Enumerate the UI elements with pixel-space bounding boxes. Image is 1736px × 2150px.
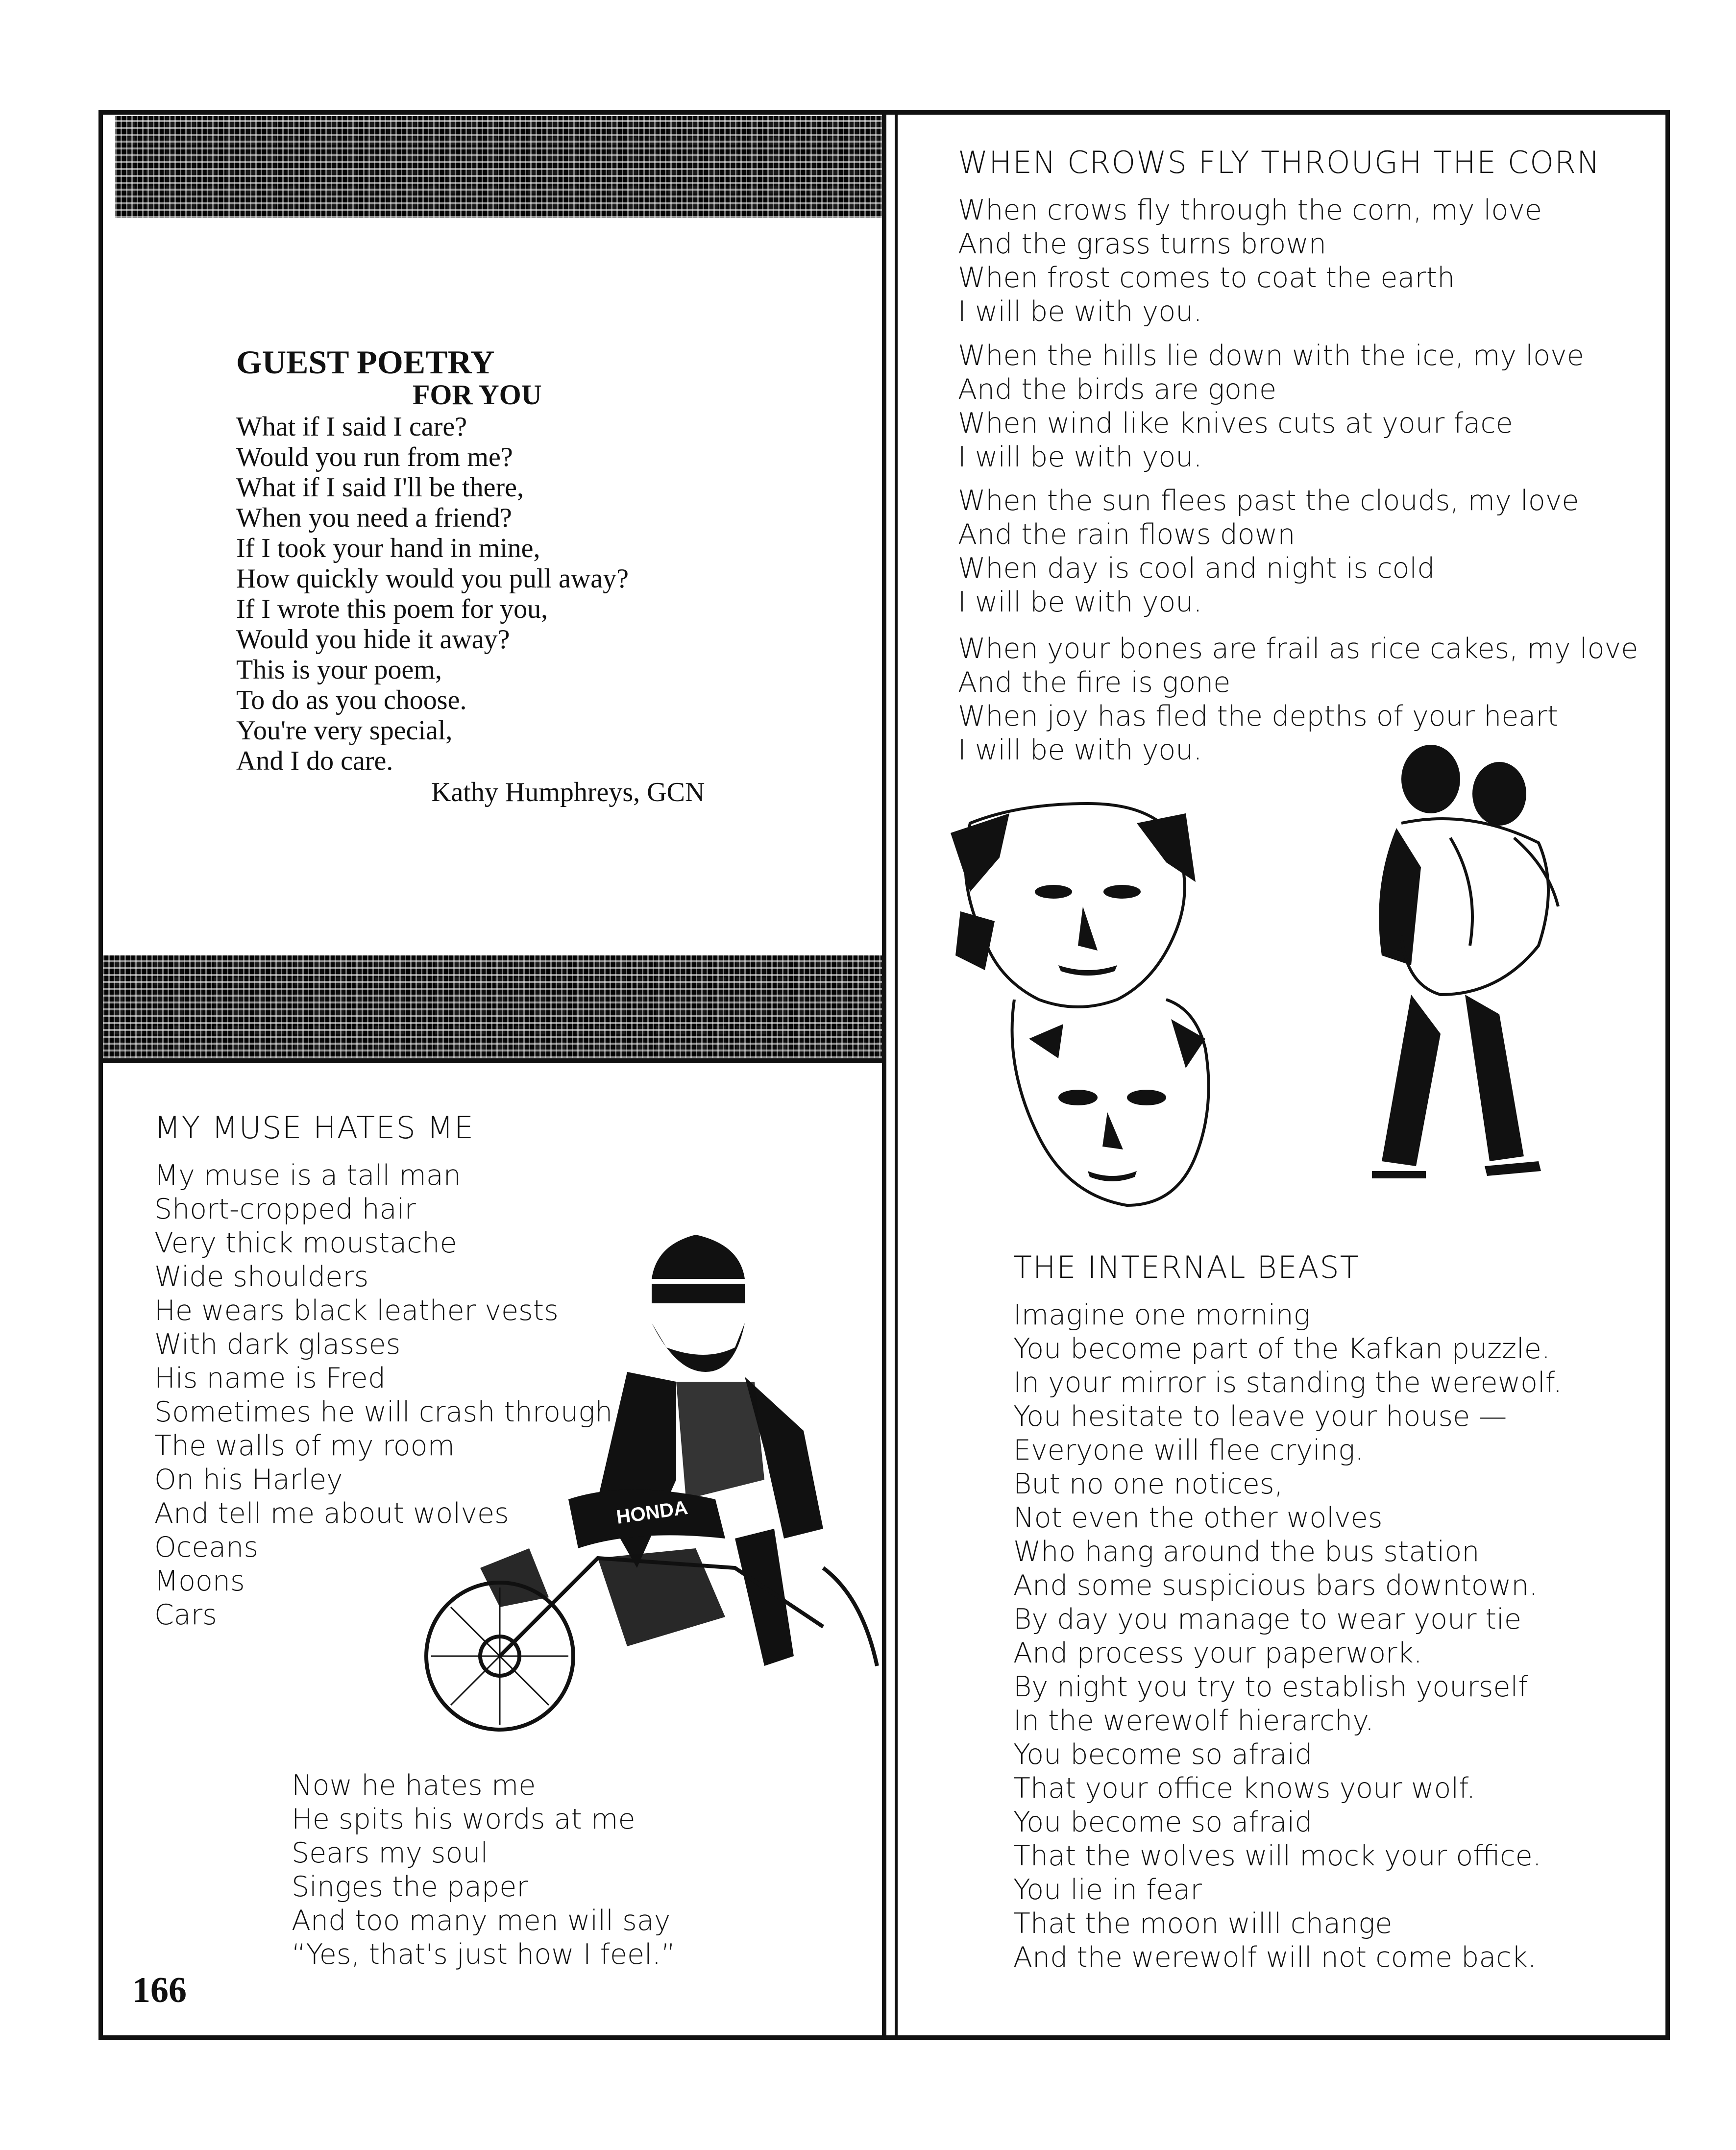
center-divider-inner (895, 110, 898, 2040)
poem-line: When frost comes to coat the earth (958, 262, 1455, 294)
poem-line: I will be with you. (958, 586, 1202, 618)
guest-poem-author: Kathy Humphreys, GCN (431, 777, 705, 807)
poem-line: You hesitate to leave your house — (1013, 1400, 1507, 1433)
poem-line: In the werewolf hierarchy. (1013, 1705, 1374, 1737)
poem-line: With dark glasses (154, 1328, 401, 1361)
poem-line: In your mirror is standing the werewolf. (1013, 1367, 1562, 1399)
poem-line: This is your poem, (236, 655, 442, 685)
poem-line: And I do care. (236, 746, 393, 776)
poem-line: Sometimes he will crash through (154, 1396, 613, 1428)
poem-line: Very thick moustache (154, 1227, 457, 1259)
guest-poetry-title: GUEST POETRY (236, 343, 495, 381)
page-number: 166 (132, 1970, 187, 2010)
poem-line: And process your paperwork. (1013, 1637, 1422, 1669)
muse-poem-part2 (292, 1769, 676, 1972)
beast-poem-body (1013, 1298, 1562, 1975)
poem-line: Everyone will flee crying. (1013, 1434, 1364, 1466)
crows-stanza-3 (958, 484, 1579, 619)
poem-line: Singes the paper (292, 1871, 528, 1903)
crows-poem-title: WHEN CROWS FLY THROUGH THE CORN (958, 145, 1601, 180)
guest-poem-title: FOR YOU (413, 379, 542, 411)
crows-stanza-2 (958, 339, 1584, 474)
poem-line: I will be with you. (958, 441, 1202, 473)
crows-stanza-1 (958, 194, 1542, 329)
poem-line: But no one notices, (1013, 1468, 1283, 1500)
poem-line: When wind like knives cuts at your face (958, 407, 1513, 440)
muse-poem-title: MY MUSE HATES ME (154, 1110, 475, 1146)
poem-line: To do as you choose. (236, 685, 467, 715)
poem-line: When you need a friend? (236, 503, 512, 533)
poem-line: And the werewolf will not come back. (1013, 1941, 1537, 1974)
poem-line: Would you hide it away? (236, 624, 510, 655)
couple-illustration (1352, 740, 1578, 1181)
poem-line: I will be with you. (958, 295, 1202, 328)
poem-line: When joy has fled the depths of your heart (958, 700, 1559, 733)
biker-illustration (421, 1225, 882, 1764)
poem-line: And the rain flows down (958, 518, 1296, 551)
poem-line: My muse is a tall man (154, 1159, 461, 1192)
poem-line: And too many men will say (292, 1905, 671, 1937)
poem-line: When the hills lie down with the ice, my love (958, 340, 1584, 372)
poem-line: I will be with you. (958, 734, 1202, 766)
poem-line: Imagine one morning (1013, 1299, 1310, 1331)
poem-line: When your bones are frail as rice cakes, my love (958, 633, 1638, 665)
poem-line: If I wrote this poem for you, (236, 594, 548, 624)
poem-line: And some suspicious bars downtown. (1013, 1569, 1538, 1602)
poem-line: You're very special, (236, 715, 453, 746)
poem-line: By night you try to establish yourself (1013, 1671, 1528, 1703)
poem-line: You become so afraid (1013, 1738, 1313, 1771)
poem-line: When day is cool and night is cold (958, 552, 1435, 585)
left-column-divider (98, 1058, 886, 1063)
poem-line: You become so afraid (1013, 1806, 1313, 1838)
poem-line: The walls of my room (154, 1430, 455, 1462)
poem-line: On his Harley (154, 1464, 343, 1496)
poem-line: If I took your hand in mine, (236, 533, 540, 563)
poem-line: What if I said I care? (236, 412, 467, 442)
poem-line: He spits his words at me (292, 1803, 636, 1835)
poem-line: Would you run from me? (236, 442, 513, 472)
poem-line: That your office knows your wolf. (1013, 1772, 1476, 1805)
poem-line: And the grass turns brown (958, 228, 1326, 260)
poem-line: How quickly would you pull away? (236, 563, 629, 594)
guest-poem-body (236, 412, 629, 776)
poem-line: And the birds are gone (958, 373, 1277, 406)
center-divider (882, 110, 886, 2040)
beast-poem-title: THE INTERNAL BEAST (1013, 1249, 1360, 1285)
poem-line: Cars (154, 1599, 217, 1631)
poem-line: Now he hates me (292, 1769, 536, 1802)
poem-line: Wide shoulders (154, 1261, 369, 1293)
poem-line: What if I said I'll be there, (236, 472, 524, 503)
poem-line: You lie in fear (1013, 1874, 1202, 1906)
poem-line: Oceans (154, 1531, 259, 1564)
poem-line: When the sun flees past the clouds, my love (958, 485, 1579, 517)
poem-line: And the fire is gone (958, 666, 1231, 699)
poem-line: When crows fly through the corn, my love (958, 194, 1542, 226)
poem-line: Not even the other wolves (1013, 1502, 1383, 1534)
poem-line: His name is Fred (154, 1362, 386, 1394)
poem-line: He wears black leather vests (154, 1295, 559, 1327)
poem-line: And tell me about wolves (154, 1497, 509, 1530)
texture-band-middle (103, 955, 882, 1058)
poem-line: Moons (154, 1565, 245, 1597)
poem-line: Who hang around the bus station (1013, 1536, 1480, 1568)
texture-band-top (115, 116, 882, 218)
faces-illustration (941, 794, 1274, 1235)
poem-line: Sears my soul (292, 1837, 489, 1869)
motorcycle-text: HONDA (615, 1496, 689, 1528)
poem-line: Short-cropped hair (154, 1193, 416, 1225)
poem-line: That the moon willl change (1013, 1907, 1393, 1940)
poem-line: That the wolves will mock your office. (1013, 1840, 1541, 1872)
poem-line: “Yes, that's just how I feel.” (292, 1938, 676, 1971)
poem-line: By day you manage to wear your tie (1013, 1603, 1521, 1636)
poem-line: You become part of the Kafkan puzzle. (1013, 1333, 1550, 1365)
